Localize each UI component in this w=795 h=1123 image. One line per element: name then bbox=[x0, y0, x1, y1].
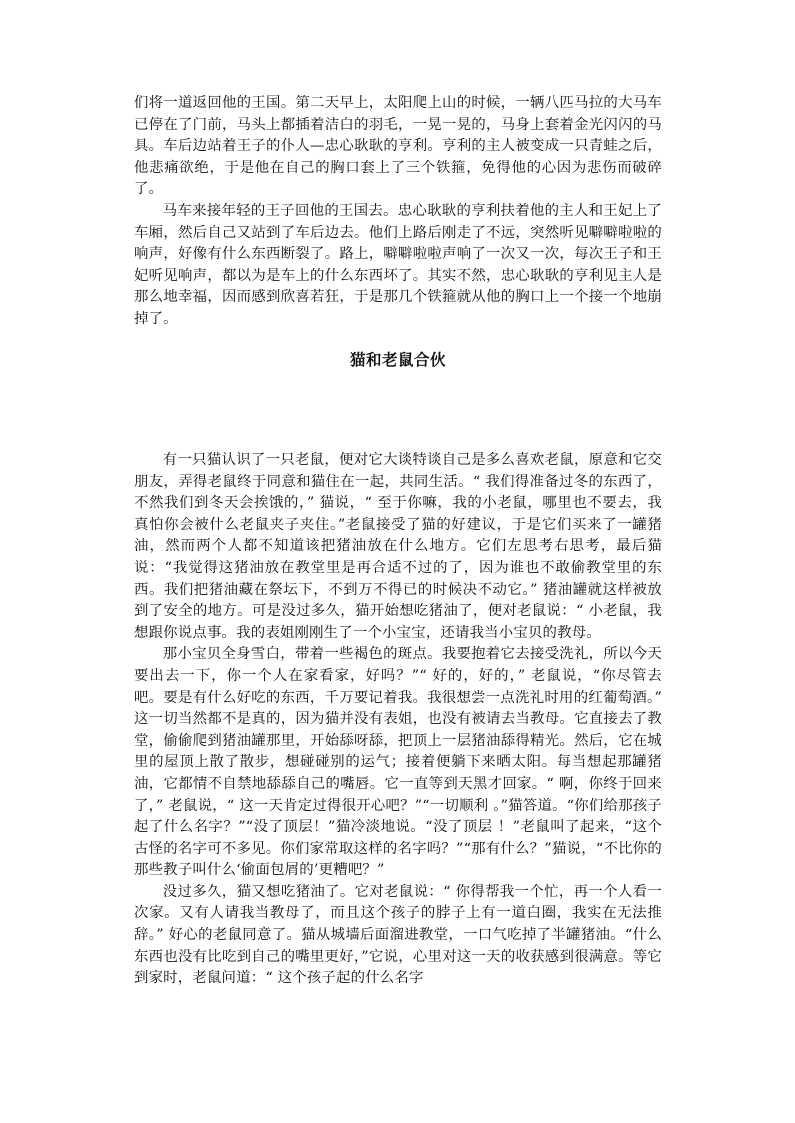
previous-story-ending bbox=[134, 93, 662, 331]
story-title: 猫和老鼠合伙 bbox=[349, 351, 446, 369]
story-body bbox=[134, 450, 662, 990]
paragraph: 马车来接年轻的王子回他的王国去。忠心耿耿的亨利扶着他的主人和王妃上了车厢，然后自己又站到了车后边去。他们上路后刚走了不远，突然听见噼噼啦啦的响声，好像有什么东西断裂了。路上，噼噼啦啦声响了一次又一次，每次王子和王妃听见响声，都以为是车上的什么东西坏了。其实不然，忠心耿耿的亨利见主人是那么地幸福，因而感到欣喜若狂，于是那几个铁箍就从他的胸口上一个接一个地崩掉了。 bbox=[134, 202, 662, 327]
paragraph: 们将一道返回他的王国。第二天早上，太阳爬上山的时候，一辆八匹马拉的大马车已停在了门前，马头上都插着洁白的羽毛，一晃一晃的，马身上套着金光闪闪的马具。车后边站着王子的仆人—忠心耿耿的亨利。亨利的主人被变成一只青蛙之后，他悲痛欲绝，于是他在自己的胸口套上了三个铁箍，免得他的心因为悲伤而破碎了。 bbox=[134, 95, 662, 198]
paragraph: 那小宝贝全身雪白，带着一些褐色的斑点。我要抱着它去接受洗礼，所以今天要出去一下，你一个人在家看家，好吗？”“ 好的，好的，” 老鼠说，“你尽管去吧。要是有什么好吃的东西，千万要记着我。我很想尝一点洗礼时用的红葡萄酒。” 这一切当然都不是真的，因为猫并没有表姐，也没有被请去当教母。它直接去了教堂，偷偷爬到猪油罐那里，开始舔呀舔，把顶上一层猪油舔得精光。然后，它在城里的屋顶上散了散步，想碰碰别的运气；接着便躺下来晒太阳。每当想起那罐猪油，它都情不自禁地舔舔自己的嘴唇。它一直等到天黑才回家。“ 啊，你终于回来了，” 老鼠说，“ 这一天肯定过得很开心吧？”“一切顺利 。”猫答道。“你们给那孩子起了什么名字？”“没了顶层！”猫冷淡地说。“没了顶层 ！”老鼠叫了起来，“这个古怪的名字可不多见。你们家常取这样的名字吗？”“那有什么？”猫说，“不比你的那些教子叫什么‘偷面包屑的’更糟吧？” bbox=[134, 646, 662, 879]
paragraph: 没过多久，猫又想吃猪油了。它对老鼠说：“ 你得帮我一个忙，再一个人看一次家。又有人请我当教母了，而且这个孩子的脖子上有一道白圈，我实在无法推辞。” 好心的老鼠同意了。猫从城墙后面溜进教堂，一口气吃掉了半罐猪油。“什么东西也没有比吃到自己的嘴里更好，”它说，心里对这一天的收获感到很满意。等它到家时，老鼠问道：“ 这个孩子起的什么名字 bbox=[134, 883, 662, 987]
paragraph: 有一只猫认识了一只老鼠，便对它大谈特谈自己是多么喜欢老鼠，原意和它交朋友，弄得老鼠终于同意和猫住在一起，共同生活。“ 我们得准备过冬的东西了，不然我们到冬天会挨饿的，” 猫说，“ 至于你嘛，我的小老鼠，哪里也不要去，我真怕你会被什么老鼠夹子夹住。”老鼠接受了猫的好建议，于是它们买来了一罐猪油，然而两个人都不知道该把猪油放在什么地方。它们左思考右思考，最后猫说：“我觉得这猪油放在教堂里是再合适不过的了，因为谁也不敢偷教堂里的东西。我们把猪油藏在祭坛下，不到万不得已的时候决不动它。” 猪油罐就这样被放到了安全的地方。可是没过多久，猫开始想吃猪油了，便对老鼠说：“ 小老鼠，我想跟你说点事。我的表姐刚刚生了一个小宝宝，还请我当小宝贝的教母。 bbox=[134, 452, 662, 641]
